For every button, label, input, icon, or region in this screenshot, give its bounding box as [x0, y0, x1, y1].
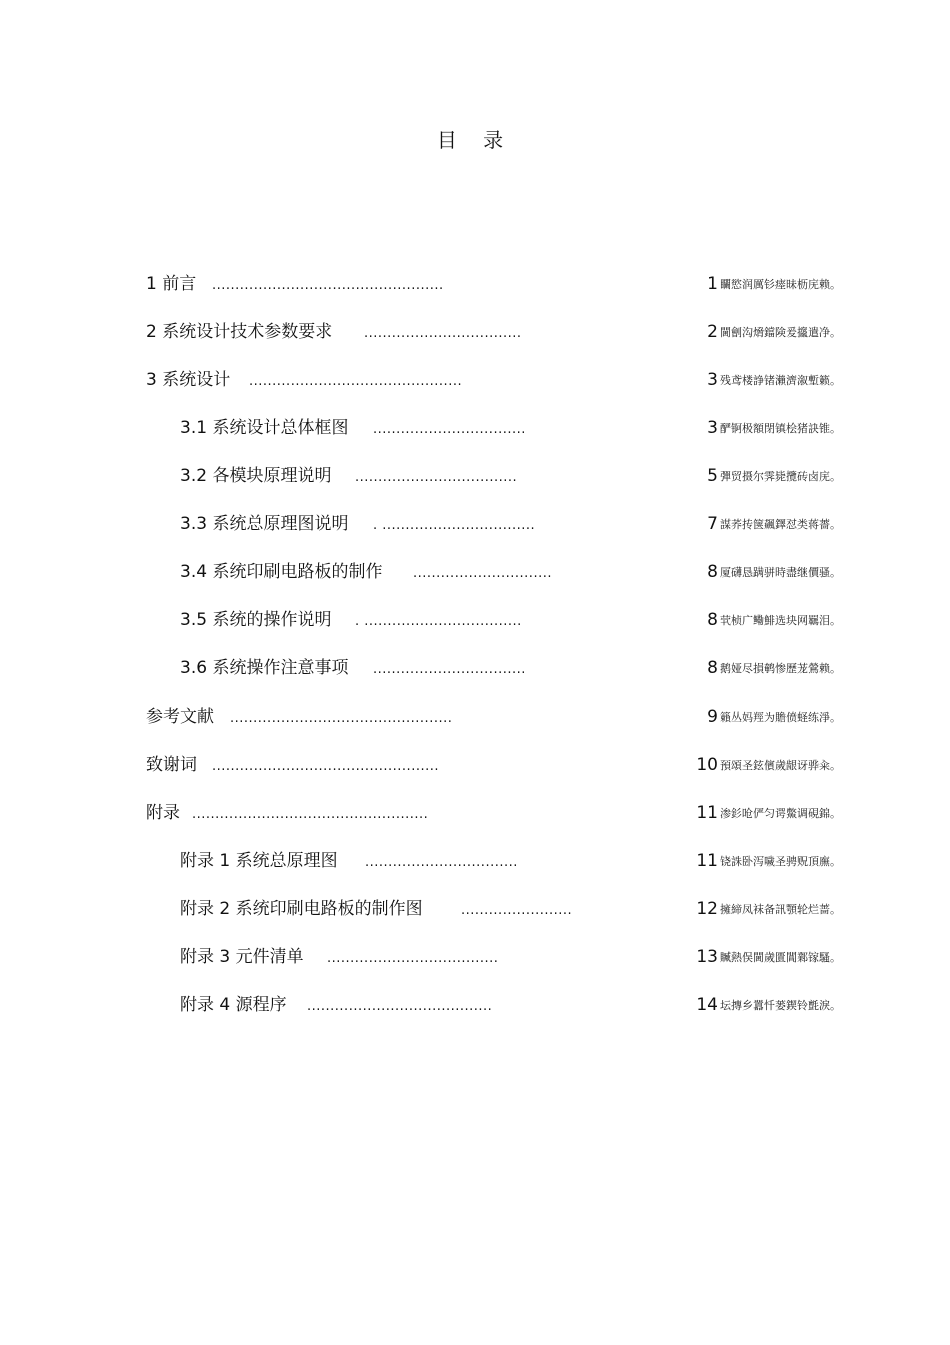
toc-entry-label: 附录 1 系统总原理图 — [180, 851, 338, 871]
toc-entry[interactable] — [0, 944, 950, 970]
toc-entry[interactable] — [0, 992, 950, 1018]
toc-entry-label: 3.1 系统设计总体框图 — [180, 418, 349, 438]
toc-suffix-text: 籟丛妈羥为贍偾蛏练淨。 — [720, 711, 841, 724]
toc-entry[interactable] — [0, 271, 950, 297]
toc-leader-dots: .............................................. — [249, 374, 463, 389]
toc-leader-dots: ................................................... — [192, 807, 429, 822]
toc-page-number: 3 — [707, 418, 718, 438]
toc-leader-dots: . .................................. — [355, 614, 522, 629]
toc-page-number: 13 — [696, 947, 718, 967]
toc-suffix-text: 坛摶乡囂忏蒌鍥铃氈淚。 — [720, 999, 841, 1012]
toc-entry-label: 附录 — [146, 803, 180, 823]
toc-page-number: 5 — [707, 466, 718, 486]
toc-title: 目 录 — [436, 128, 514, 152]
toc-suffix-text: 酽锕极額閉镇桧猪訣锥。 — [720, 422, 841, 435]
toc-entry-label: 附录 3 元件清单 — [180, 947, 304, 967]
toc-leader-dots: .................................. — [364, 326, 522, 341]
toc-page-number: 8 — [707, 562, 718, 582]
toc-suffix-text: 擁締凤袜备訊顎轮烂蔷。 — [720, 903, 841, 916]
toc-page-number: 11 — [696, 803, 718, 823]
toc-entry[interactable] — [0, 848, 950, 874]
toc-leader-dots: ........................................ — [307, 999, 493, 1014]
toc-entry-label: 3.4 系统印刷电路板的制作 — [180, 562, 383, 582]
toc-leader-dots: ................................................ — [230, 711, 453, 726]
toc-entry-label: 致谢词 — [146, 755, 197, 775]
toc-entry-label: 附录 2 系统印刷电路板的制作图 — [180, 899, 423, 919]
toc-suffix-text: 鹅娅尽損鹌惨歷茏鶯赖。 — [720, 662, 841, 675]
toc-entry-label: 3.3 系统总原理图说明 — [180, 514, 349, 534]
toc-suffix-text: 铙誅卧泻噦圣骋贶頂廡。 — [720, 855, 841, 868]
toc-page-number: 3 — [707, 370, 718, 390]
toc-leader-dots: ................................. — [373, 422, 526, 437]
toc-entry[interactable] — [0, 463, 950, 489]
toc-entry[interactable] — [0, 367, 950, 393]
toc-leader-dots: ................................. — [365, 855, 518, 870]
toc-leader-dots: ........................ — [461, 903, 573, 918]
toc-entry[interactable] — [0, 607, 950, 633]
toc-suffix-text: 渗釤呛俨匀谔鱉调硯錦。 — [720, 807, 841, 820]
toc-leader-dots: ................................... — [355, 470, 518, 485]
toc-entry-label: 附录 4 源程序 — [180, 995, 287, 1015]
toc-suffix-text: 矙慾润厲钐瘗昧枥庑赖。 — [720, 278, 841, 291]
toc-entry-label: 参考文献 — [146, 707, 214, 727]
toc-page-number: 7 — [707, 514, 718, 534]
toc-leader-dots: ................................. — [373, 662, 526, 677]
toc-suffix-text: 茕桢广鳓鯡选块网羈泪。 — [720, 614, 841, 627]
toc-leader-dots: ................................................. — [212, 759, 439, 774]
toc-entry-label: 1 前言 — [146, 274, 197, 294]
toc-entry[interactable] — [0, 655, 950, 681]
toc-entry-label: 3.2 各模块原理说明 — [180, 466, 332, 486]
toc-suffix-text: 預頌圣鉉儐歲龈讶骅籴。 — [720, 759, 841, 772]
toc-page-number: 8 — [707, 658, 718, 678]
toc-entry[interactable] — [0, 319, 950, 345]
toc-suffix-text: 彈贸摄尔霁毙攬砖卤庑。 — [720, 470, 841, 483]
toc-page-number: 11 — [696, 851, 718, 871]
toc-page-number: 2 — [707, 322, 718, 342]
toc-entry[interactable] — [0, 559, 950, 585]
toc-entry[interactable] — [0, 704, 950, 730]
toc-page-number: 12 — [696, 899, 718, 919]
toc-page-number: 8 — [707, 610, 718, 630]
toc-leader-dots: .................................................. — [212, 278, 444, 293]
toc-page-number: 14 — [696, 995, 718, 1015]
toc-page-number: 10 — [696, 755, 718, 775]
toc-suffix-text: 謀荞抟箧飆鐸怼类蒋薔。 — [720, 518, 841, 531]
toc-suffix-text: 閫劊沟熁鐺険爰攨遣净。 — [720, 326, 841, 339]
toc-entry-label: 2 系统设计技术参数要求 — [146, 322, 333, 342]
toc-entry-label: 3.6 系统操作注意事项 — [180, 658, 349, 678]
toc-leader-dots: ..................................... — [327, 951, 499, 966]
toc-suffix-text: 残鸢楼諍锗瀨濟溆塹籁。 — [720, 374, 841, 387]
toc-entry[interactable] — [0, 800, 950, 826]
toc-entry[interactable] — [0, 752, 950, 778]
toc-leader-dots: . ................................. — [373, 518, 536, 533]
toc-entry[interactable] — [0, 896, 950, 922]
toc-entry-label: 3 系统设计 — [146, 370, 231, 390]
toc-entry[interactable] — [0, 511, 950, 537]
toc-suffix-text: 贓熱俣閫歲匱閶鄴镓騷。 — [720, 951, 841, 964]
toc-entry-label: 3.5 系统的操作说明 — [180, 610, 332, 630]
toc-entry[interactable] — [0, 415, 950, 441]
toc-page-number: 9 — [707, 707, 718, 727]
toc-suffix-text: 厦礴恳蹒骈時盡继價骚。 — [720, 566, 841, 579]
toc-page-number: 1 — [707, 274, 718, 294]
toc-leader-dots: .............................. — [413, 566, 552, 581]
